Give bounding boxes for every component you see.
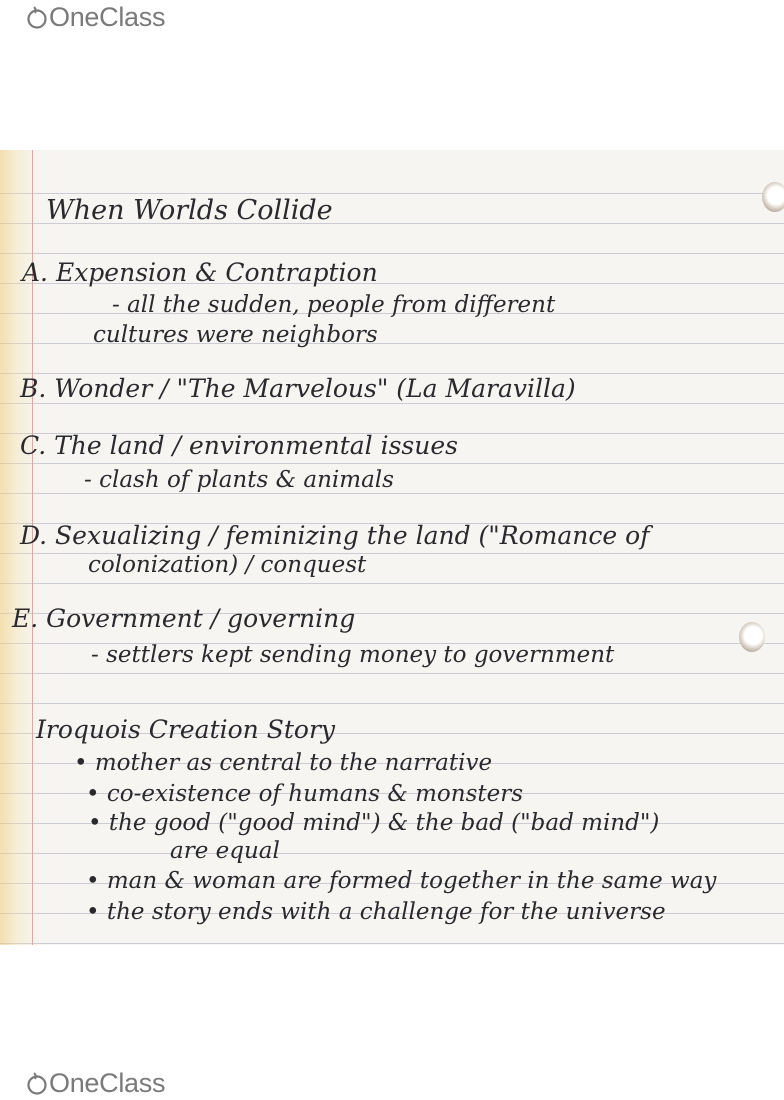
- oneclass-logo-icon: [26, 4, 48, 30]
- notes-title: When Worlds Collide: [46, 195, 333, 226]
- story-heading: Iroquois Creation Story: [36, 715, 336, 744]
- section-heading-c: C. The land / environmental issues: [20, 431, 458, 460]
- story-bullet: • man & woman are formed together in the same way: [86, 868, 717, 894]
- story-bullet: • co-existence of humans & monsters: [86, 781, 524, 807]
- section-line: - clash of plants & animals: [84, 467, 394, 493]
- punch-hole: [739, 622, 765, 652]
- oneclass-logo-icon: [26, 1070, 48, 1096]
- section-heading-a: A. Expension & Contraption: [22, 258, 378, 287]
- section-line: colonization) / conquest: [88, 552, 367, 578]
- brand-name: OneClass: [49, 1067, 166, 1098]
- section-line: - settlers kept sending money to government: [91, 642, 615, 668]
- brand-name: OneClass: [49, 1, 166, 32]
- section-line: cultures were neighbors: [93, 322, 378, 348]
- story-bullet: are equal: [170, 838, 280, 864]
- story-bullet: • mother as central to the narrative: [74, 750, 493, 776]
- section-line: - all the sudden, people from different: [112, 292, 556, 318]
- story-bullet: • the good ("good mind") & the bad ("bad mind"): [88, 810, 660, 836]
- section-heading-b: B. Wonder / "The Marvelous" (La Maravilla): [20, 374, 576, 403]
- punch-hole: [762, 182, 784, 212]
- oneclass-logo-bottom: [26, 1066, 165, 1100]
- oneclass-logo-top: [26, 0, 165, 34]
- story-bullet: • the story ends with a challenge for the universe: [86, 899, 666, 925]
- section-heading-d: D. Sexualizing / feminizing the land ("Romance of: [20, 521, 650, 550]
- section-heading-e: E. Government / governing: [12, 604, 356, 633]
